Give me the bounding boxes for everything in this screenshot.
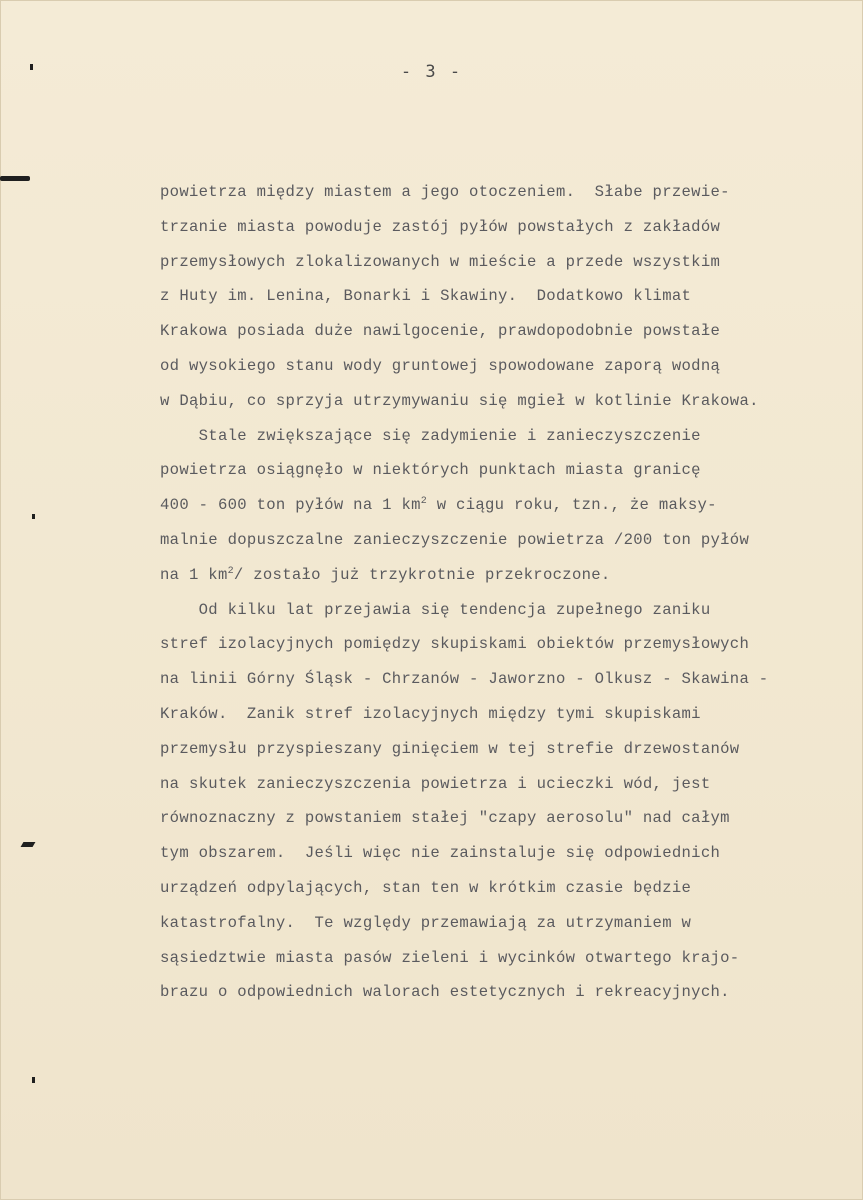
text-line — [160, 488, 840, 523]
binding-mark — [21, 842, 36, 847]
text-line: urządzeń odpylających, stan ten w krótkim czasie będzie — [160, 878, 692, 897]
text-segment: 400 - 600 ton pyłów na 1 km — [160, 496, 421, 515]
binding-mark — [32, 1077, 35, 1083]
binding-mark — [32, 514, 35, 519]
binding-mark — [0, 176, 30, 181]
text-line: sąsiedztwie miasta pasów zieleni i wycinków otwartego krajo- — [160, 948, 740, 967]
text-line: z Huty im. Lenina, Bonarki i Skawiny. Dodatkowo klimat — [160, 287, 692, 306]
text-line: na skutek zanieczyszczenia powietrza i ucieczki wód, jest — [160, 774, 711, 793]
text-line: przemysłu przyspieszany ginięciem w tej strefie drzewostanów — [160, 739, 740, 758]
superscript: 2 — [227, 565, 234, 577]
text-line: Stale zwiększające się zadymienie i zanieczyszczenie — [160, 426, 701, 445]
superscript: 2 — [420, 495, 428, 507]
page-number: - 3 - — [400, 62, 463, 82]
text-line: na linii Górny Śląsk - Chrzanów - Jaworzno - Olkusz - Skawina - — [160, 670, 769, 689]
text-line: Kraków. Zanik stref izolacyjnych między tymi skupiskami — [160, 704, 701, 723]
body-text — [160, 175, 840, 1010]
text-line: powietrza między miastem a jego otoczeniem. Słabe przewie- — [160, 183, 730, 201]
text-line: od wysokiego stanu wody gruntowej spowodowane zaporą wodną — [160, 356, 721, 375]
text-line: Krakowa posiada duże nawilgocenie, prawdopodobnie powstałe — [160, 322, 721, 341]
text-line: powietrza osiągnęło w niektórych punktach miasta granicę — [160, 461, 701, 480]
text-segment: w ciągu roku, tzn., że maksy- — [427, 496, 717, 515]
text-line: malnie dopuszczalne zanieczyszczenie powietrza /200 ton pyłów — [160, 530, 750, 549]
text-line: brazu o odpowiednich walorach estetycznych i rekreacyjnych. — [160, 983, 730, 1002]
text-segment: na 1 km — [160, 565, 228, 584]
text-line: Od kilku lat przejawia się tendencja zupełnego zaniku — [160, 600, 711, 619]
text-line: w Dąbiu, co sprzyja utrzymywaniu się mgieł w kotlinie Krakowa. — [160, 391, 759, 410]
text-line: trzanie miasta powoduje zastój pyłów powstałych z zakładów — [160, 217, 721, 236]
text-line: przemysłowych zlokalizowanych w mieście a przede wszystkim — [160, 252, 721, 271]
text-segment: / zostało już trzykrotnie przekroczone. — [233, 565, 611, 584]
text-line: katastrofalny. Te względy przemawiają za utrzymaniem w — [160, 913, 692, 932]
text-line — [160, 558, 840, 593]
text-line: tym obszarem. Jeśli więc nie zainstaluje się odpowiednich — [160, 844, 721, 863]
text-line: stref izolacyjnych pomiędzy skupiskami obiektów przemysłowych — [160, 635, 750, 654]
text-line: równoznaczny z powstaniem stałej "czapy aerosolu" nad całym — [160, 809, 730, 828]
